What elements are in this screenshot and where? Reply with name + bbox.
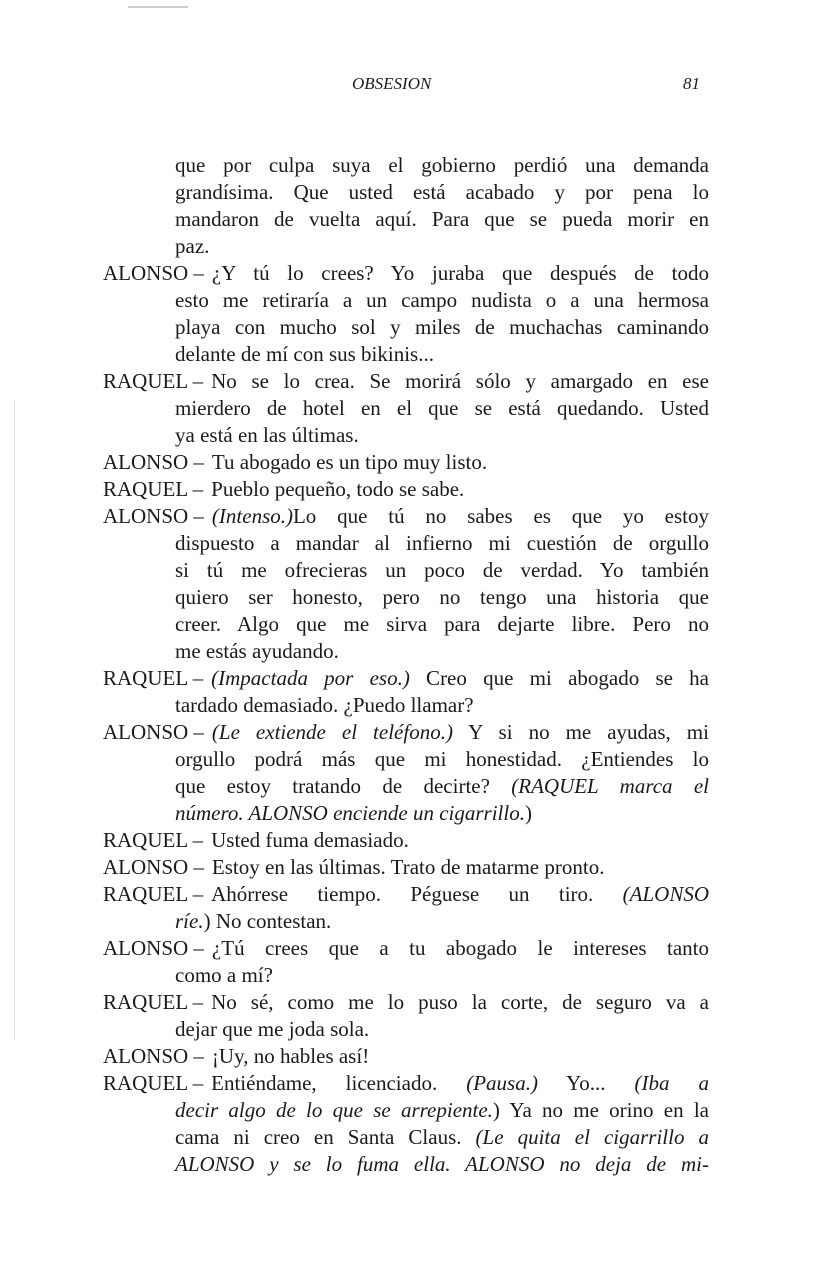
dialogue-segment: Yo... — [537, 1071, 635, 1095]
stage-direction: (Pausa.) — [466, 1071, 538, 1095]
text-line — [103, 368, 709, 395]
text-line — [103, 1016, 709, 1043]
text-line — [103, 503, 709, 530]
dialogue-segment: delante de mí con sus bikinis... — [175, 342, 434, 366]
text-line — [103, 395, 709, 422]
text-line — [103, 1097, 709, 1124]
dialogue-segment: No se lo crea. Se morirá sólo y amargado en ese — [211, 369, 709, 393]
text-line — [103, 260, 709, 287]
stage-direction: decir algo de lo que se arrepiente. — [175, 1098, 493, 1122]
dialogue-segment: ¿Tú crees que a tu abogado le intereses tanto — [211, 936, 709, 960]
speaker-label: ALONSO – — [103, 720, 204, 744]
speaker-label: RAQUEL – — [103, 828, 204, 852]
speaker-label: ALONSO – — [103, 855, 204, 879]
dialogue-segment: grandísima. Que usted está acabado y por pena lo — [175, 180, 709, 204]
speaker-label: ALONSO – — [103, 450, 204, 474]
text-line — [103, 908, 709, 935]
dialogue-segment: creer. Algo que me sirva para dejarte libre. Pero no — [175, 612, 709, 636]
dialogue-segment: paz. — [175, 234, 210, 258]
text-line — [103, 746, 709, 773]
stage-direction: ríe. — [175, 909, 204, 933]
dialogue-segment: Pueblo pequeño, todo se sabe. — [211, 477, 465, 501]
text-line — [103, 422, 709, 449]
dialogue-segment: cama ni creo en Santa Claus. — [175, 1125, 476, 1149]
dialogue-segment: dejar que me joda sola. — [175, 1017, 370, 1041]
speaker-label: RAQUEL – — [103, 1071, 204, 1095]
dialogue-segment: esto me retiraría a un campo nudista o a una hermosa — [175, 288, 709, 312]
text-line — [103, 935, 709, 962]
text-line — [103, 314, 709, 341]
text-line — [103, 827, 709, 854]
scan-mark-left-edge — [14, 400, 15, 1040]
dialogue-segment: me estás ayudando. — [175, 639, 339, 663]
dialogue-segment: orgullo podrá más que mi honestidad. ¿Entiendes lo — [175, 747, 709, 771]
stage-direction: (RAQUEL marca el — [511, 774, 709, 798]
text-line — [103, 881, 709, 908]
text-line — [103, 962, 709, 989]
dialogue-segment: si tú me ofrecieras un poco de verdad. Yo también — [175, 558, 709, 582]
page-header — [0, 74, 819, 98]
page-number: 81 — [683, 74, 700, 93]
dialogue-segment: ¡Uy, no hables así! — [211, 1044, 370, 1068]
stage-direction: (ALONSO — [622, 882, 709, 906]
text-line — [103, 206, 709, 233]
text-line — [103, 1124, 709, 1151]
speaker-label: RAQUEL – — [103, 990, 204, 1014]
text-line — [103, 989, 709, 1016]
dialogue-segment: playa con mucho sol y miles de muchachas caminando — [175, 315, 709, 339]
stage-direction: (Iba a — [634, 1071, 709, 1095]
stage-direction: (Le extiende el teléfono.) — [211, 720, 453, 744]
dialogue-segment: Y si no me ayudas, mi — [452, 720, 709, 744]
dialogue-segment: Tu abogado es un tipo muy listo. — [211, 450, 488, 474]
speaker-label: RAQUEL – — [103, 369, 204, 393]
dialogue-segment: ) Ya no me orino en la — [492, 1098, 709, 1122]
text-line — [103, 152, 709, 179]
text-line — [103, 611, 709, 638]
running-title: OBSESION — [352, 74, 432, 93]
speaker-label: ALONSO – — [103, 1044, 204, 1068]
scan-mark-top — [128, 6, 188, 8]
dialogue-segment: ) No contestan. — [203, 909, 332, 933]
text-line — [103, 557, 709, 584]
dialogue-segment: mandaron de vuelta aquí. Para que se pueda morir en — [175, 207, 709, 231]
dialogue-segment: ya está en las últimas. — [175, 423, 359, 447]
stage-direction: ALONSO y se lo fuma ella. ALONSO no deja de mi- — [175, 1152, 709, 1176]
text-line — [103, 287, 709, 314]
dialogue-segment: dispuesto a mandar al infierno mi cuestión de orgullo — [175, 531, 709, 555]
text-line — [103, 449, 709, 476]
dialogue-segment: Ahórrese tiempo. Péguese un tiro. — [211, 882, 623, 906]
dialogue-segment: Estoy en las últimas. Trato de matarme pronto. — [211, 855, 605, 879]
dialogue-segment: que por culpa suya el gobierno perdió una demanda — [175, 153, 709, 177]
dialogue-segment: Usted fuma demasiado. — [211, 828, 409, 852]
dialogue-segment: ) — [524, 801, 532, 825]
speaker-label: RAQUEL – — [103, 477, 204, 501]
text-line — [103, 800, 709, 827]
dialogue-segment: Entiéndame, licenciado. — [211, 1071, 467, 1095]
text-line — [103, 179, 709, 206]
text-line — [103, 692, 709, 719]
stage-direction: (Impactada por eso.) — [211, 666, 410, 690]
dialogue-segment: Creo que mi abogado se ha — [409, 666, 709, 690]
stage-direction: número. ALONSO enciende un cigarrillo. — [175, 801, 525, 825]
stage-direction: (Le quita el cigarrillo a — [475, 1125, 710, 1149]
dialogue-segment: tardado demasiado. ¿Puedo llamar? — [175, 693, 474, 717]
speaker-label: ALONSO – — [103, 504, 204, 528]
dialogue-segment: mierdero de hotel en el que se está quedando. Usted — [175, 396, 709, 420]
text-line — [103, 1043, 709, 1070]
text-line — [103, 1070, 709, 1097]
text-line — [103, 476, 709, 503]
text-line — [103, 530, 709, 557]
speaker-label: RAQUEL – — [103, 666, 204, 690]
dialogue-segment: No sé, como me lo puso la corte, de seguro va a — [211, 990, 709, 1014]
speaker-label: ALONSO – — [103, 261, 204, 285]
stage-direction: (Intenso.) — [211, 504, 293, 528]
text-line — [103, 773, 709, 800]
speaker-label: RAQUEL – — [103, 882, 204, 906]
text-line — [103, 584, 709, 611]
text-line — [103, 719, 709, 746]
dialogue-segment: como a mí? — [175, 963, 273, 987]
dialogue-segment: quiero ser honesto, pero no tengo una historia que — [175, 585, 709, 609]
dialogue-segment: Lo que tú no sabes es que yo estoy — [292, 504, 709, 528]
text-line — [103, 233, 709, 260]
text-line — [103, 638, 709, 665]
text-line — [103, 341, 709, 368]
dialogue-text — [103, 152, 709, 1178]
text-line — [103, 854, 709, 881]
text-line — [103, 665, 709, 692]
text-line — [103, 1151, 709, 1178]
speaker-label: ALONSO – — [103, 936, 204, 960]
dialogue-segment: ¿Y tú lo crees? Yo juraba que después de todo — [211, 261, 709, 285]
dialogue-segment: que estoy tratando de decirte? — [175, 774, 512, 798]
